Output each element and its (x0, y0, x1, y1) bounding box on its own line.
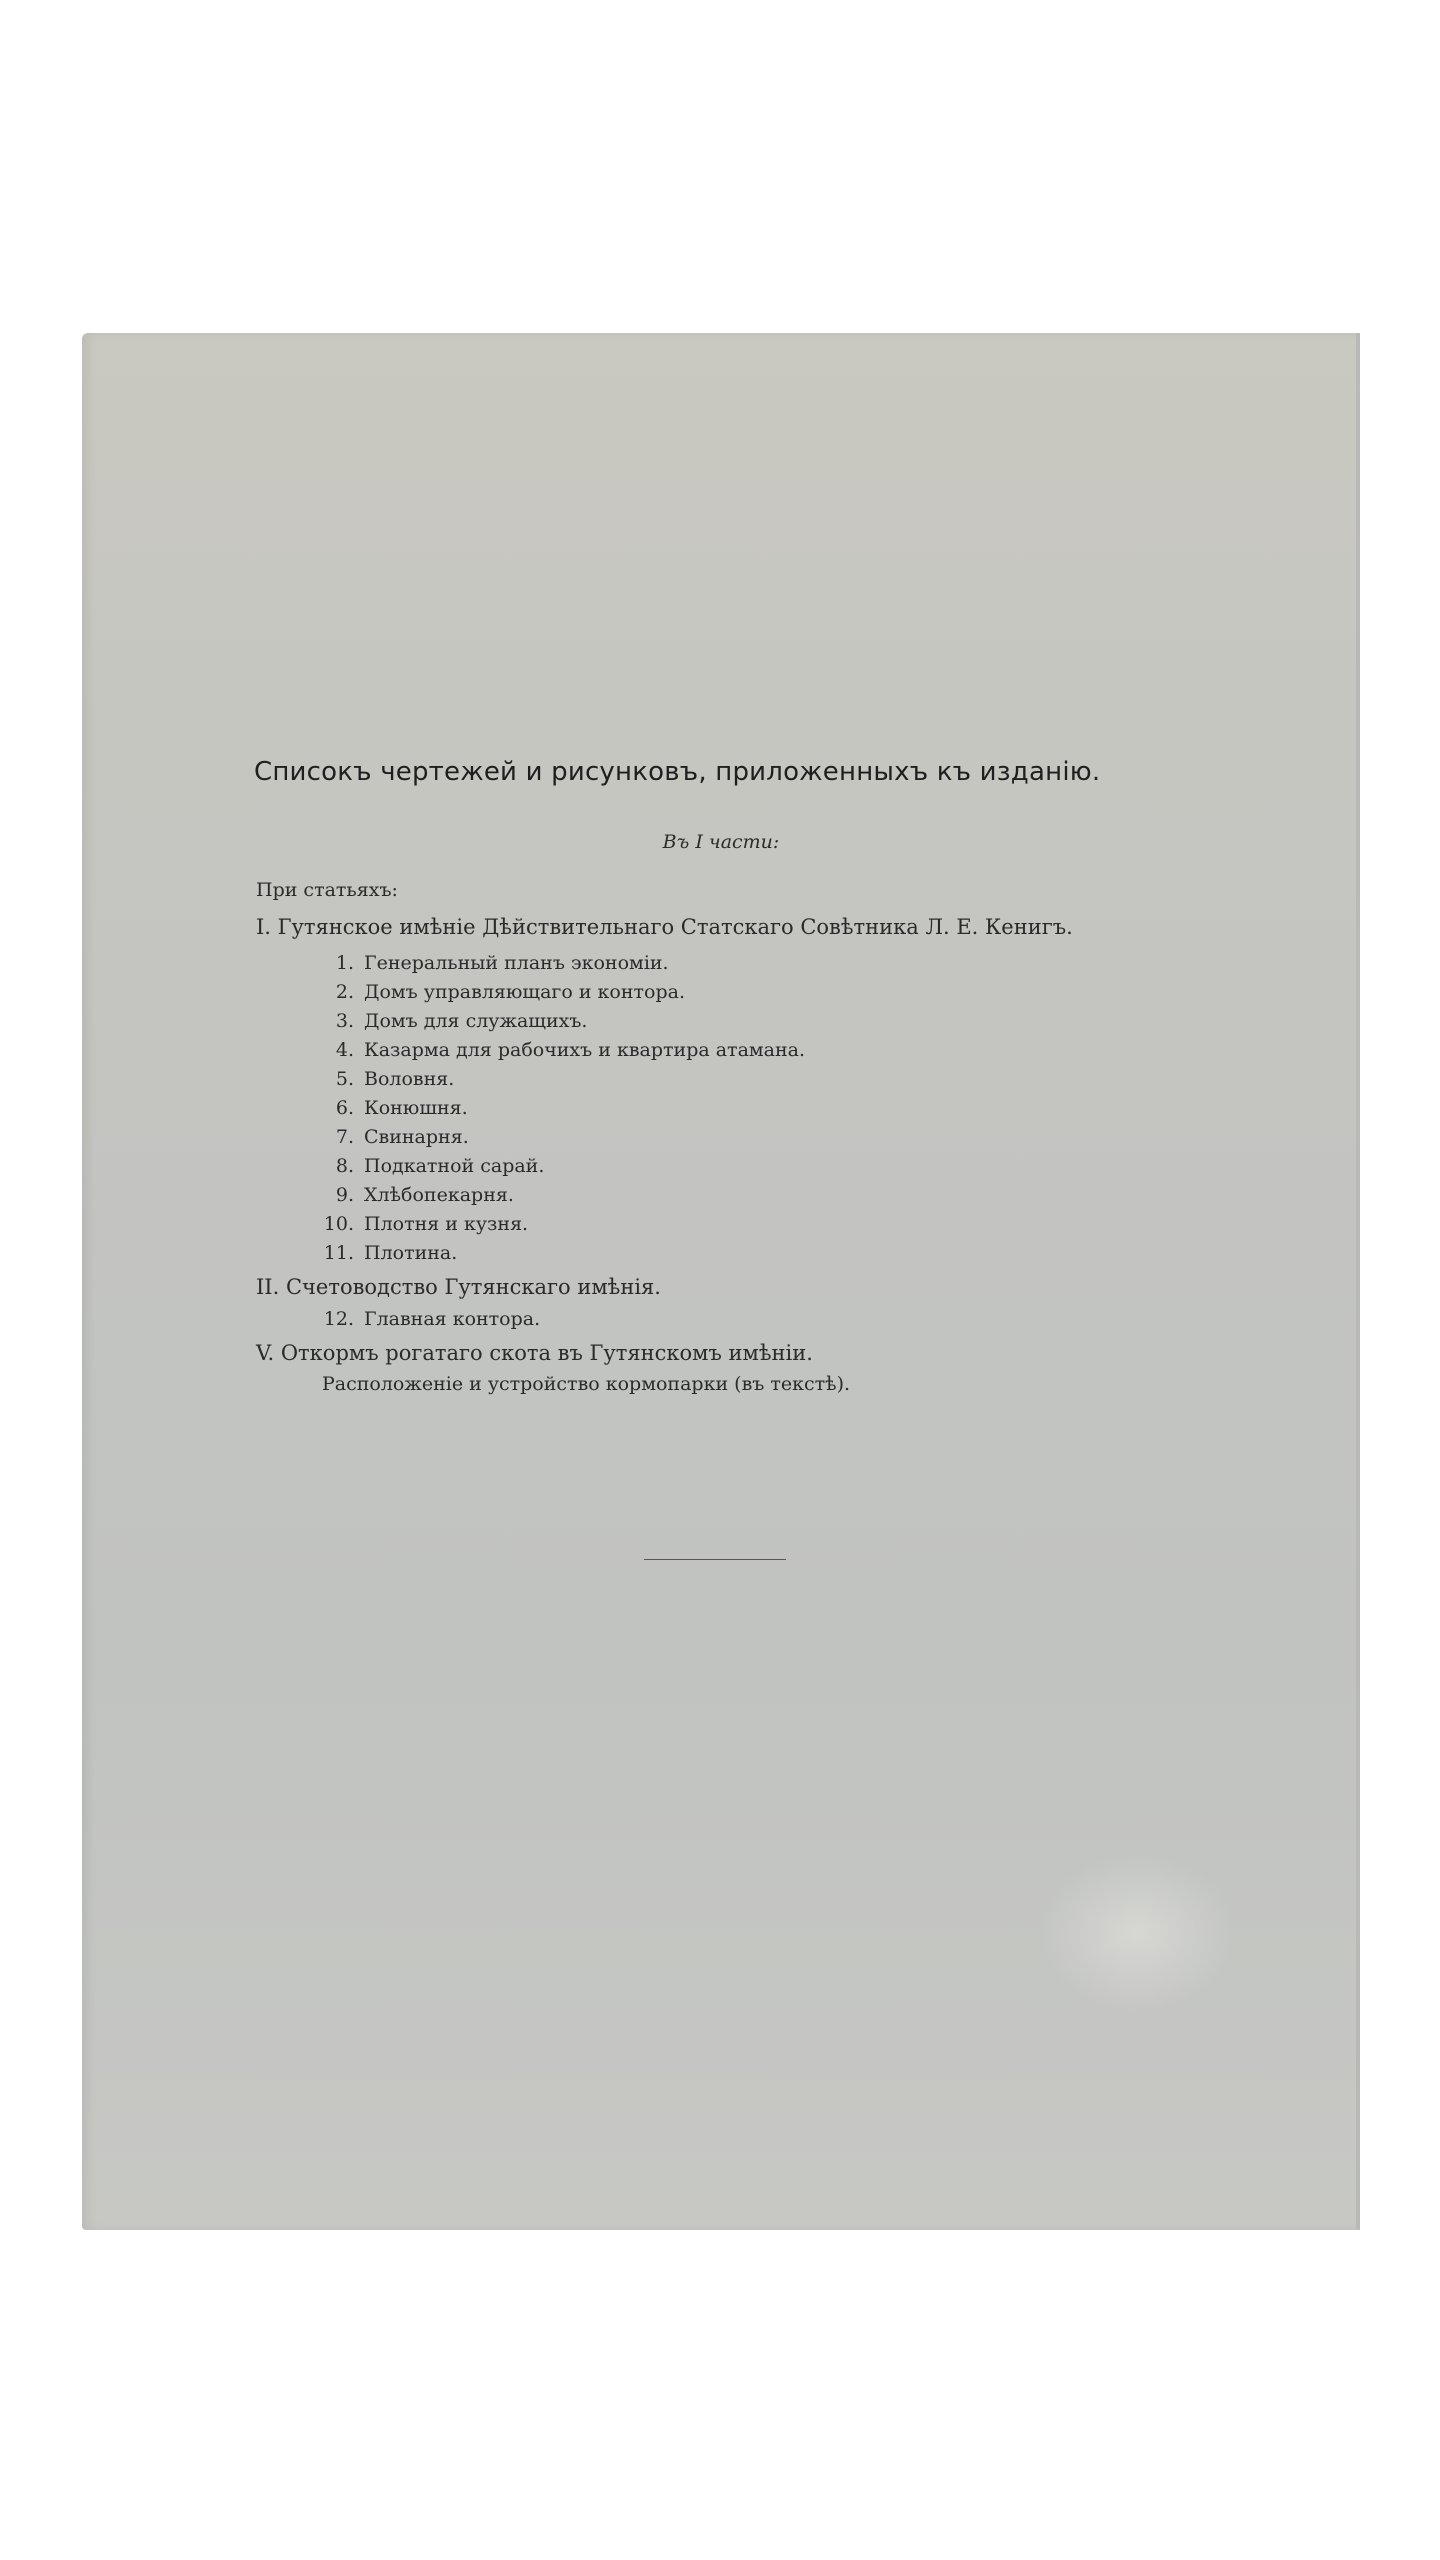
section-items-list (314, 949, 805, 1268)
item-text: Домъ управляющаго и контора. (364, 981, 686, 1003)
list-item (314, 978, 805, 1007)
item-text: Домъ для служащихъ. (364, 1010, 588, 1032)
intro-text: При статьяхъ: (256, 879, 398, 901)
divider-rule (644, 1559, 786, 1560)
item-number: 5. (335, 1068, 354, 1090)
item-text: Хлѣбопекарня. (364, 1184, 514, 1206)
item-number: 1. (335, 952, 354, 974)
item-number: 8. (335, 1155, 354, 1177)
part-subtitle: Въ I части: (662, 831, 780, 853)
item-text: Воловня. (364, 1068, 455, 1090)
item-number: 4. (335, 1039, 354, 1061)
list-item (314, 1152, 805, 1181)
item-number: 3. (335, 1010, 354, 1032)
item-number: 11. (323, 1242, 354, 1264)
page-title: Списокъ чертежей и рисунковъ, приложенныхъ къ изданію. (254, 757, 1101, 787)
book-page (82, 333, 1360, 2230)
list-item (314, 1305, 540, 1334)
list-item (314, 1210, 805, 1239)
list-item (314, 1239, 805, 1268)
item-number: 9. (335, 1184, 354, 1206)
item-text: Плотня и кузня. (364, 1213, 529, 1235)
item-number: 10. (323, 1213, 354, 1235)
item-text: Подкатной сарай. (364, 1155, 545, 1177)
item-text: Главная контора. (364, 1308, 541, 1330)
list-item (314, 1065, 805, 1094)
list-item (314, 1007, 805, 1036)
item-text: Казарма для рабочихъ и квартира атамана. (364, 1039, 806, 1061)
list-item (314, 1181, 805, 1210)
item-text: Плотина. (364, 1242, 458, 1264)
list-item (314, 1094, 805, 1123)
item-number: 2. (335, 981, 354, 1003)
item-number: 6. (335, 1097, 354, 1119)
section-heading: V. Откормъ рогатаго скота въ Гутянскомъ имѣніи. (256, 1341, 813, 1365)
item-number: 7. (335, 1126, 354, 1148)
list-item (314, 1123, 805, 1152)
item-text: Конюшня. (364, 1097, 468, 1119)
page-content (82, 333, 1360, 2230)
item-text: Свинарня. (364, 1126, 469, 1148)
section-note: Расположеніе и устройство кормопарки (въ текстѣ). (322, 1373, 851, 1395)
list-item (314, 949, 805, 978)
item-number: 12. (323, 1308, 354, 1330)
list-item (314, 1036, 805, 1065)
section-items-list (314, 1305, 540, 1334)
section-heading: I. Гутянское имѣніе Дѣйствительнаго Статскаго Совѣтника Л. Е. Кенигъ. (256, 915, 1073, 939)
section-heading: II. Счетоводство Гутянскаго имѣнія. (256, 1275, 661, 1299)
item-text: Генеральный планъ экономіи. (364, 952, 669, 974)
